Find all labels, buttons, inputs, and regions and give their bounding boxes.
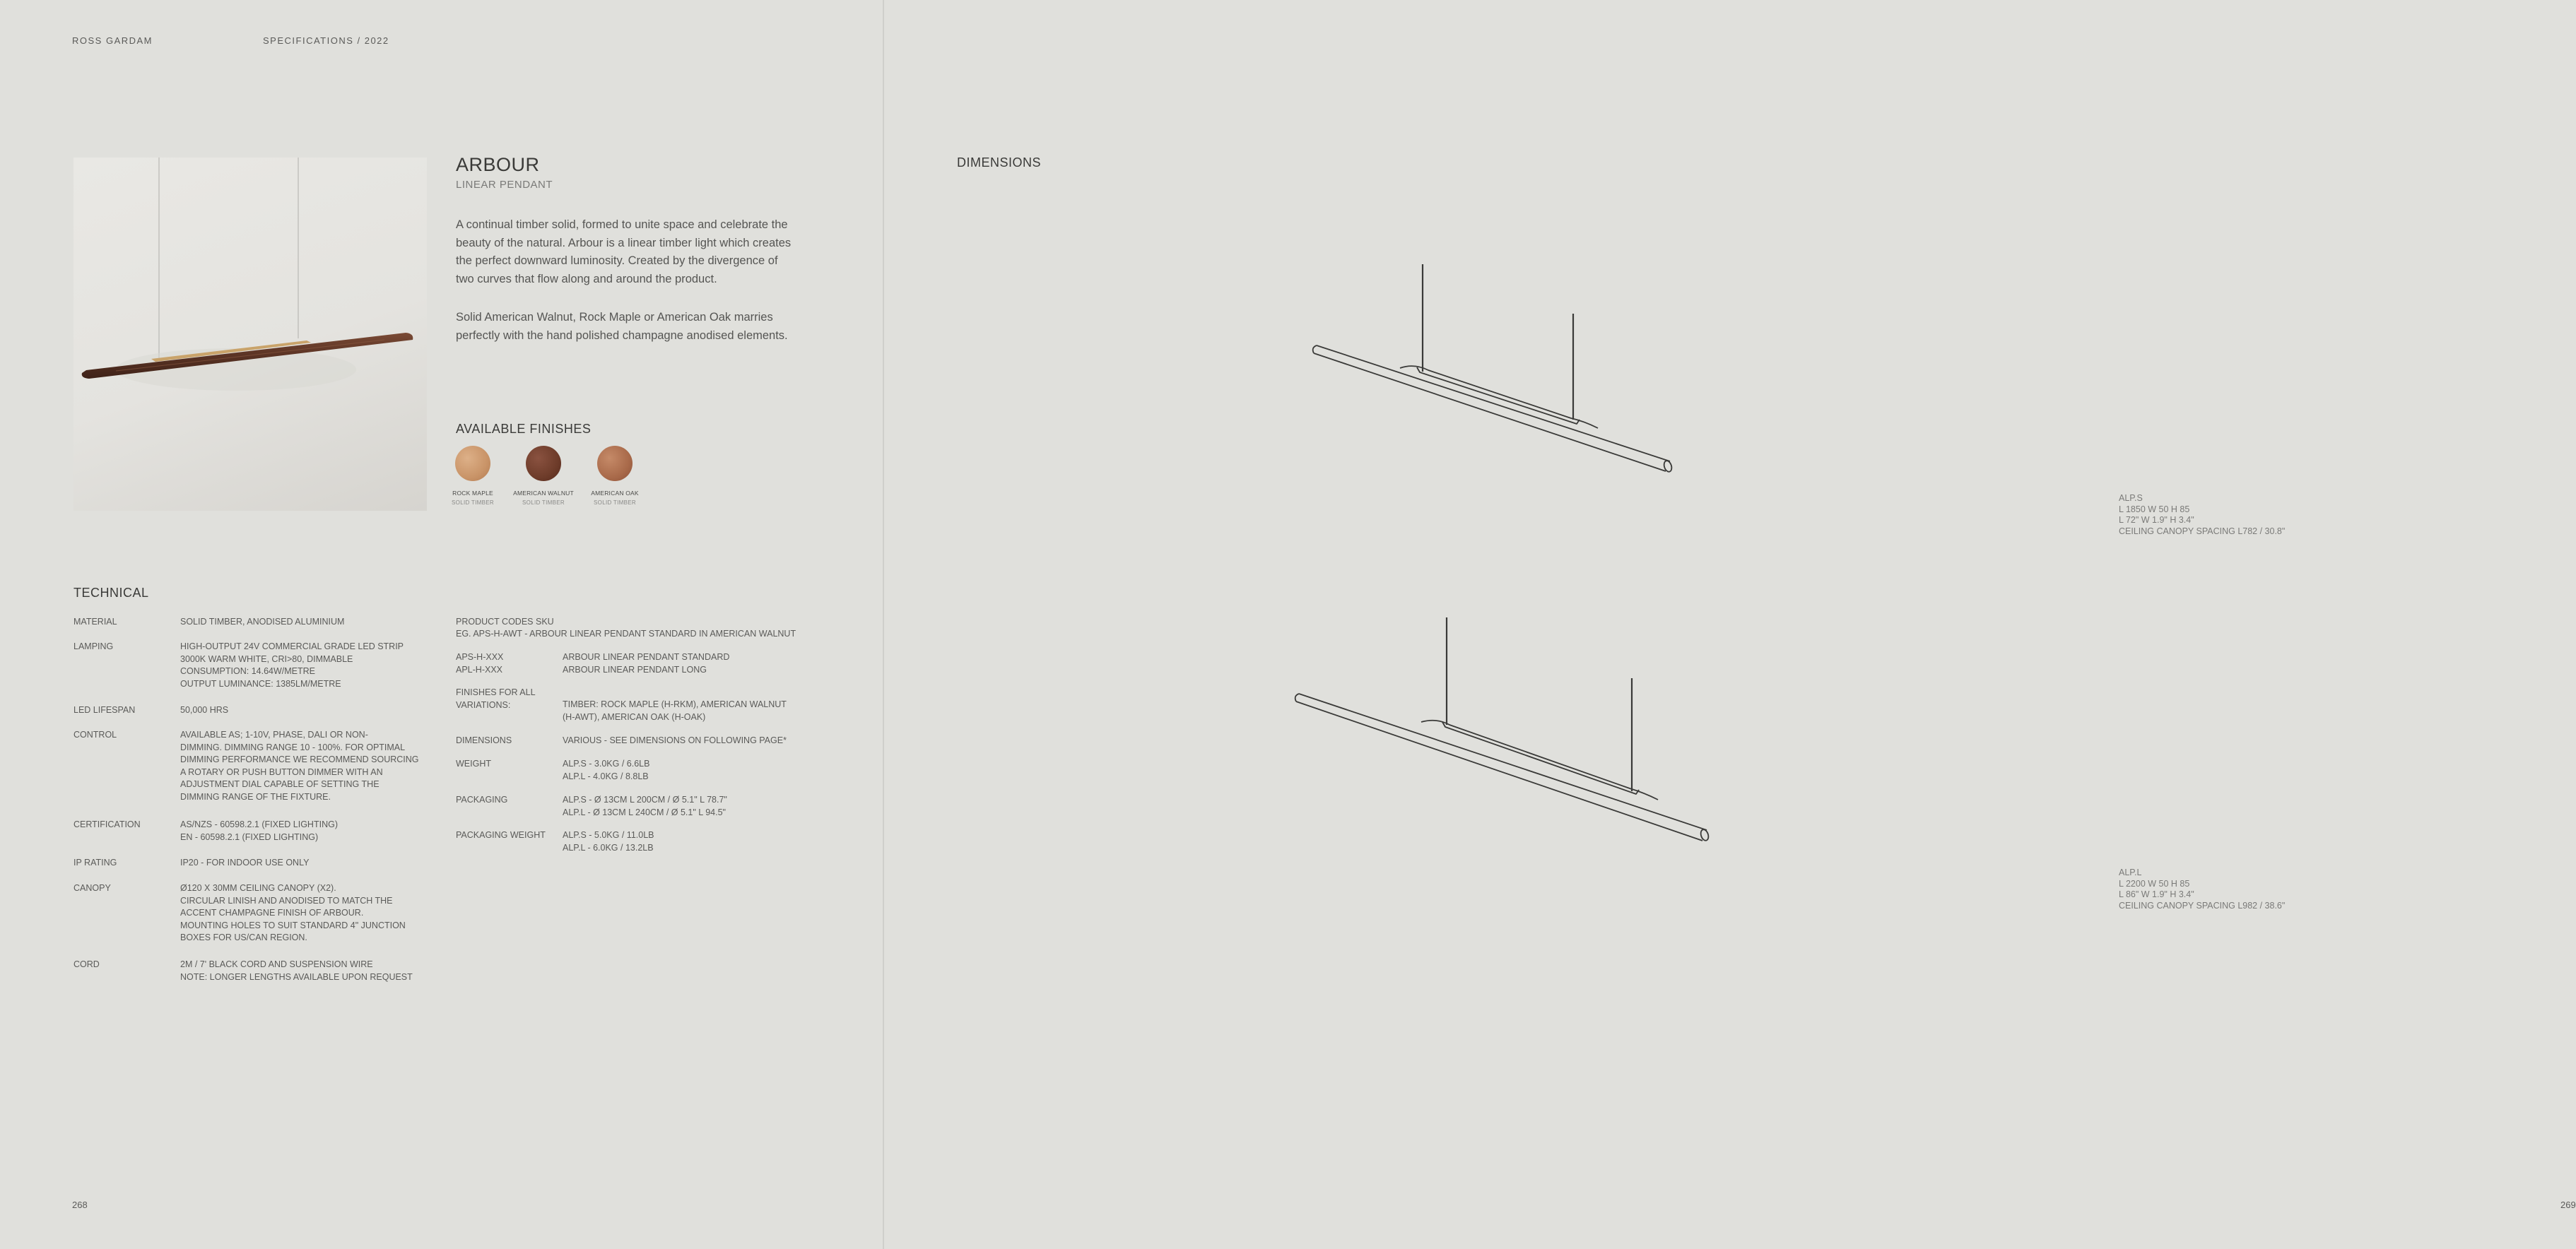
product-photo [73,158,427,511]
tech-value-line: ACCENT CHAMPAGNE FINISH OF ARBOUR. [180,908,364,918]
tech-label: LAMPING [73,641,114,651]
spec-line: ALP.L [2119,868,2142,877]
code-value-line: ARBOUR LINEAR PENDANT STANDARD [563,652,730,662]
alp-s-drawing [1131,254,1697,495]
code-value-line: (H-AWT), AMERICAN OAK (H-OAK) [563,711,706,722]
product-description [456,216,823,288]
code-label-line: DIMENSIONS [456,735,512,745]
tech-value [180,882,435,945]
tech-label: MATERIAL [73,617,117,627]
code-label [456,794,562,807]
code-value [563,794,831,819]
tech-value-line: AVAILABLE AS; 1-10V, PHASE, DALI OR NON- [180,730,368,740]
materials-description [456,309,823,345]
alp-l-specs [2119,868,2285,911]
code-value-line: ALP.S - 5.0KG / 11.0LB [563,830,654,840]
tech-value-line: 50,000 HRS [180,705,229,715]
tech-value-line: HIGH-OUTPUT 24V COMMERCIAL GRADE LED STRIP [180,641,404,651]
finish-item[interactable] [576,446,654,506]
code-value-line: ALP.S - 3.0KG / 6.6LB [563,759,650,769]
tech-value-line: Ø120 X 30MM CEILING CANOPY (X2). [180,883,336,893]
tech-value-line: DIMMING RANGE OF THE FIXTURE. [180,791,331,802]
tech-value-line: BOXES FOR US/CAN REGION. [180,933,307,943]
code-label-line: PACKAGING WEIGHT [456,830,546,840]
alp-l-drawing [1096,608,1732,862]
tech-value-line: MOUNTING HOLES TO SUIT STANDARD 4" JUNCTION [180,920,406,930]
tech-value-line: CONSUMPTION: 14.64W/METRE [180,666,315,677]
product-title: ARBOUR [456,154,540,175]
code-value-line: ALP.S - Ø 13CM L 200CM / Ø 5.1" L 78.7" [563,795,727,805]
tech-label: CERTIFICATION [73,819,141,829]
tech-value [180,704,435,717]
tech-value [180,729,435,804]
code-label-line: VARIATIONS: [456,699,511,710]
american-walnut-swatch[interactable] [526,446,561,481]
code-label-line: PACKAGING [456,795,508,805]
code-value [563,758,831,783]
finish-subtitle: SOLID TIMBER [452,499,494,506]
spec-line: L 86" W 1.9" H 3.4" [2119,889,2194,899]
spec-line: CEILING CANOPY SPACING L982 / 38.6" [2119,900,2286,911]
tech-value-line: A ROTARY OR PUSH BUTTON DIMMER WITH AN [180,766,383,777]
spec-line: L 2200 W 50 H 85 [2119,878,2190,889]
tech-value-line: IP20 - FOR INDOOR USE ONLY [180,858,310,868]
tech-label: CANOPY [73,883,111,893]
code-value [563,829,831,854]
code-label-line: WEIGHT [456,759,491,769]
description-line: A continual timber solid, formed to unite space and celebrate the [456,218,788,231]
code-value-line: VARIOUS - SEE DIMENSIONS ON FOLLOWING PAGE* [563,735,787,745]
description-line: the perfect downward luminosity. Created by the divergence of [456,254,778,267]
brand-header: ROSS GARDAM [72,35,153,46]
tech-value-line: EN - 60598.2.1 (FIXED LIGHTING) [180,831,319,842]
tech-label: LED LIFESPAN [73,705,136,715]
finish-name: AMERICAN WALNUT [513,490,574,497]
left-page [0,0,883,1249]
description-line: two curves that flow along and around the product. [456,272,717,285]
finish-item[interactable] [434,446,512,506]
product-codes-heading: PRODUCT CODES SKU [456,617,554,627]
tech-value-line: 3000K WARM WHITE, CRI>80, DIMMABLE [180,653,353,664]
tech-value-line: CIRCULAR LINISH AND ANODISED TO MATCH THE [180,895,393,906]
materials-line: Solid American Walnut, Rock Maple or American Oak marries [456,311,773,324]
code-value-line: TIMBER: ROCK MAPLE (H-RKM), AMERICAN WALNUT [563,699,787,709]
tech-value-line: DIMMING PERFORMANCE WE RECOMMEND SOURCING [180,754,419,765]
code-value-line: ALP.L - 4.0KG / 8.8LB [563,771,649,781]
tech-label: CONTROL [73,730,117,740]
product-subtitle: LINEAR PENDANT [456,179,553,191]
tech-value-line: OUTPUT LUMINANCE: 1385LM/METRE [180,678,341,689]
spec-line: ALP.S [2119,493,2143,503]
code-label [456,758,562,771]
page-number-right: 269 [2560,1200,2576,1210]
finish-item[interactable] [505,446,582,506]
code-label [456,829,562,842]
code-value [563,699,831,723]
tech-label: IP RATING [73,858,117,868]
tech-value-line: NOTE: LONGER LENGTHS AVAILABLE UPON REQUEST [180,971,413,982]
code-value [563,651,831,676]
spec-line: CEILING CANOPY SPACING L782 / 30.8" [2119,526,2286,536]
code-label-line: APL-H-XXX [456,664,502,675]
description-line: beauty of the natural. Arbour is a linear timber light which creates [456,236,792,249]
finishes-heading: AVAILABLE FINISHES [456,422,592,436]
section-header: SPECIFICATIONS / 2022 [263,35,389,46]
product-codes-example: EG. APS-H-AWT - ARBOUR LINEAR PENDANT STANDARD IN AMERICAN WALNUT [456,629,796,639]
tech-value [180,819,435,843]
code-value-line: ARBOUR LINEAR PENDANT LONG [563,664,707,675]
right-page [884,0,2576,1249]
tech-label: CORD [73,959,100,969]
finish-name: AMERICAN OAK [591,490,639,497]
finish-subtitle: SOLID TIMBER [522,499,565,506]
code-value-line: ALP.L - 6.0KG / 13.2LB [563,842,654,853]
tech-value [180,857,435,870]
tech-value [180,959,435,983]
tech-value-line: DIMMING. DIMMING RANGE 10 - 100%. FOR OPTIMAL [180,742,406,752]
finish-subtitle: SOLID TIMBER [594,499,636,506]
code-label [456,735,562,747]
code-label [456,687,562,711]
tech-value-line: AS/NZS - 60598.2.1 (FIXED LIGHTING) [180,819,338,829]
code-label-line: APS-H-XXX [456,652,504,662]
tech-value [180,616,435,629]
code-label [456,651,562,676]
tech-value-line: SOLID TIMBER, ANODISED ALUMINIUM [180,617,345,627]
tech-value-line: ADJUSTMENT DIAL CAPABLE OF SETTING THE [180,779,380,790]
page-number-left: 268 [72,1200,88,1210]
code-value-line: ALP.L - Ø 13CM L 240CM / Ø 5.1" L 94.5" [563,807,726,817]
spec-line: L 1850 W 50 H 85 [2119,504,2190,514]
american-oak-swatch[interactable] [597,446,633,481]
dimensions-heading: DIMENSIONS [957,155,1042,170]
rock-maple-swatch[interactable] [455,446,490,481]
tech-value-line: 2M / 7' BLACK CORD AND SUSPENSION WIRE [180,959,373,969]
technical-heading: TECHNICAL [73,586,149,600]
code-label-line: FINISHES FOR ALL [456,687,536,697]
alp-s-specs [2119,493,2285,537]
spec-line: L 72" W 1.9" H 3.4" [2119,515,2194,525]
code-value [563,735,831,747]
finish-name: ROCK MAPLE [452,490,493,497]
tech-value [180,641,435,690]
materials-line: perfectly with the hand polished champagne anodised elements. [456,328,788,342]
